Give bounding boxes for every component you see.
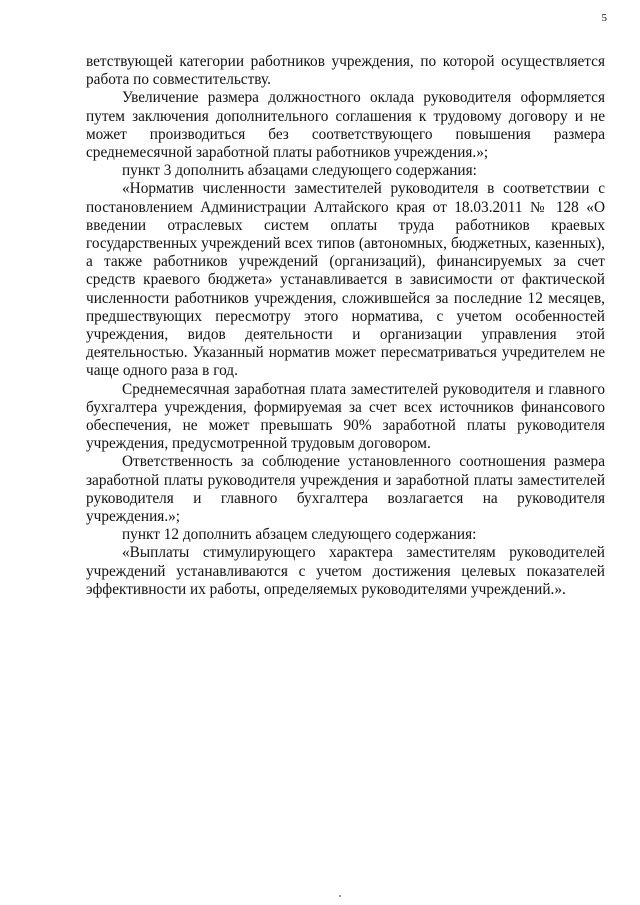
scan-speck [339, 895, 341, 897]
paragraph-7: пункт 12 дополнить абзацем следующего содержания: [122, 526, 477, 544]
paragraph-5: Среднемесячная заработная плата заместителей руководителя и главного бухгалтера учреждения, формируемая за счет всех источников финансового обеспечения, не может превышать 90% заработной платы руководителя учреждения, предусмотренной трудовым договором. [86, 380, 605, 453]
paragraph-3: пункт 3 дополнить абзацами следующего содержания: [122, 162, 477, 180]
paragraph-4: «Норматив численности заместителей руководителя в соответствии с постановлением Администрации Алтайского края от 18.03.2011 № 128 «О введении отраслевых систем оплаты труда работников краевых государственных учреждений всех типов (автономных, бюджетных, казенных), а также работников учреждений (организаций), финансируемых за счет средств краевого бюджета» устанавливается в зависимости от фактической численности работников учреждения, сложившейся за последние 12 месяцев, предшествующих пересмотру этого норматива, с учетом особенностей учреждения, видов деятельности и организации управления этой деятельностью. Указанный норматив может пересматриваться учредителем не чаще одного раза в год. [86, 180, 605, 380]
paragraph-2: Увеличение размера должностного оклада руководителя оформляется путем заключения дополнительного соглашения к трудовому договору и не может производиться без соответствующего повышения размера среднемесячной заработной платы работников учреждения.»; [86, 89, 605, 162]
page-number: 5 [601, 12, 607, 24]
paragraph-8: «Выплаты стимулирующего характера заместителям руководителей учреждений устанавливаются с учетом достижения целевых показателей эффективности их работы, определяемых руководителями учреждений.». [86, 544, 605, 598]
paragraph-1: ветствующей категории работников учреждения, по которой осуществляется работа по совместительству. [86, 53, 605, 89]
document-body [86, 53, 605, 599]
paragraph-6: Ответственность за соблюдение установленного соотношения размера заработной платы руководителя учреждения и заработной платы заместителей руководителя и главного бухгалтера возлагается на руководителя учреждения.»; [86, 453, 605, 526]
